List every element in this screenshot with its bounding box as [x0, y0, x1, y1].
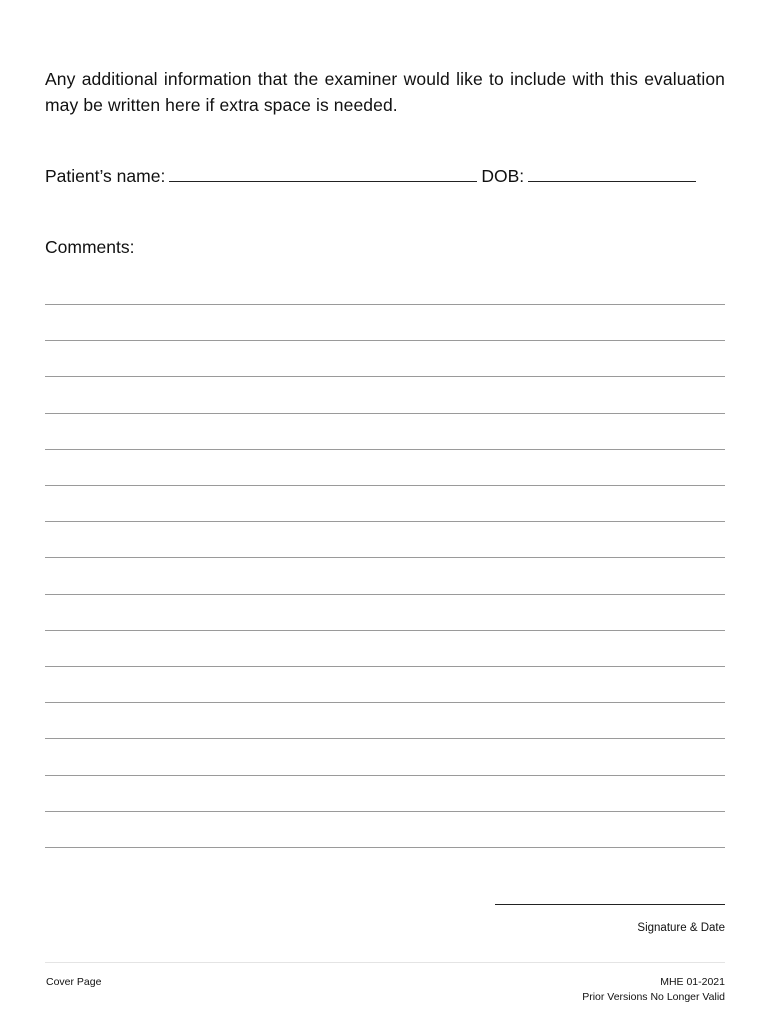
comment-line[interactable] [45, 847, 725, 848]
comment-line[interactable] [45, 521, 725, 522]
comment-line[interactable] [45, 702, 725, 703]
footer-validity-notice: Prior Versions No Longer Valid [582, 991, 725, 1003]
footer-divider [45, 962, 725, 963]
comment-line[interactable] [45, 485, 725, 486]
comment-line[interactable] [45, 811, 725, 812]
comment-line[interactable] [45, 449, 725, 450]
dob-label: DOB: [481, 166, 525, 186]
signature-date-label: Signature & Date [637, 922, 725, 934]
footer-cover-page: Cover Page [46, 976, 102, 988]
comment-line[interactable] [45, 413, 725, 414]
signature-line[interactable] [495, 904, 725, 905]
comment-line[interactable] [45, 340, 725, 341]
comment-line[interactable] [45, 376, 725, 377]
comment-line[interactable] [45, 738, 725, 739]
patient-name-label: Patient’s name: [45, 166, 166, 186]
comment-lines[interactable] [45, 0, 725, 1024]
comment-line[interactable] [45, 594, 725, 595]
footer-form-info [582, 975, 725, 1005]
intro-paragraph: Any additional information that the examiner would like to include with this evaluation may be written here if extra space is needed. [45, 69, 725, 115]
comment-line[interactable] [45, 557, 725, 558]
comment-line[interactable] [45, 304, 725, 305]
comment-line[interactable] [45, 666, 725, 667]
footer-form-code: MHE 01-2021 [660, 976, 725, 988]
comment-line[interactable] [45, 775, 725, 776]
comment-line[interactable] [45, 630, 725, 631]
comments-label: Comments: [45, 237, 135, 257]
